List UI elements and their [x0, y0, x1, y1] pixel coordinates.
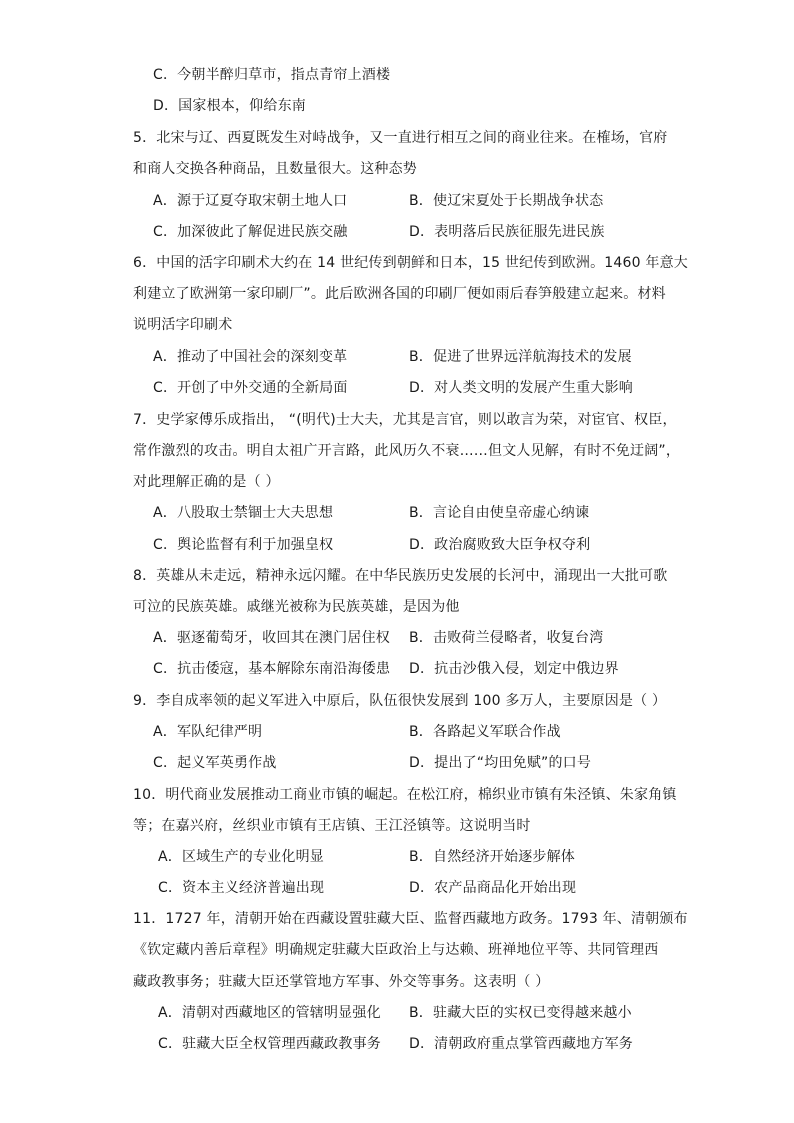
question-11-option-d: D．清朝政府重点掌管西藏地方军务: [409, 1036, 633, 1052]
question-6-stem-line-1: 6．中国的活字印刷术大约在 14 世纪传到朝鲜和日本，15 世纪传到欧洲。1460 年意大: [133, 255, 688, 271]
question-6-stem-line-3: 说明活字印刷术: [133, 317, 233, 333]
question-8-option-b: B．击败荷兰侵略者，收复台湾: [409, 630, 604, 646]
question-9-option-a: A．军队纪律严明: [153, 724, 263, 740]
question-10-option-a: A．区域生产的专业化明显: [158, 849, 324, 865]
question-10-option-b: B．自然经济开始逐步解体: [409, 849, 576, 865]
question-5-option-b: B．使辽宋夏处于长期战争状态: [409, 193, 604, 209]
question-6-option-a: A．推动了中国社会的深刻变革: [153, 349, 348, 365]
question-8-option-a: A．驱逐葡萄牙，收回其在澳门居住权: [153, 630, 390, 646]
question-9-stem-line-1: 9．李自成率领的起义军进入中原后，队伍很快发展到 100 多万人，主要原因是（ ）: [133, 693, 667, 709]
question-9-option-c: C．起义军英勇作战: [153, 755, 277, 771]
question-9-option-b: B．各路起义军联合作战: [409, 724, 561, 740]
question-10-option-d: D．农产品商品化开始出现: [409, 880, 577, 896]
question-5-stem-line-2: 和商人交换各种商品，且数量很大。这种态势: [133, 161, 417, 177]
question-7-option-d: D．政治腐败致大臣争权夺利: [409, 537, 591, 553]
question-11-option-a: A．清朝对西藏地区的管辖明显强化: [158, 1005, 381, 1021]
question-8-option-c: C．抗击倭寇，基本解除东南沿海倭患: [153, 661, 391, 677]
question-9-option-d: D．提出了“均田免赋”的口号: [409, 755, 592, 771]
question-11-stem-line-3: 藏政教事务；驻藏大臣还掌管地方军事、外交等事务。这表明（ ）: [133, 974, 550, 990]
question-6-option-b: B．促进了世界远洋航海技术的发展: [409, 349, 632, 365]
question-10-stem-line-1: 10．明代商业发展推动工商业市镇的崛起。在松江府，棉织业市镇有朱泾镇、朱家角镇: [133, 787, 677, 803]
question-11-stem-line-1: 11．1727 年，清朝开始在西藏设置驻藏大臣、监督西藏地方政务。1793 年、清朝颁布: [133, 911, 688, 927]
option-d-prev: D．国家根本，仰给东南: [153, 98, 306, 114]
question-11-option-c: C．驻藏大臣全权管理西藏政教事务: [158, 1036, 381, 1052]
question-5-option-a: A．源于辽夏夺取宋朝土地人口: [153, 193, 348, 209]
question-7-option-b: B．言论自由使皇帝虚心纳谏: [409, 505, 590, 521]
question-8-option-d: D．抗击沙俄入侵，划定中俄边界: [409, 661, 619, 677]
question-6-option-c: C．开创了中外交通的全新局面: [153, 380, 348, 396]
question-11-stem-line-2: 《钦定藏内善后章程》明确规定驻藏大臣政治上与达赖、班禅地位平等、共同管理西: [133, 942, 659, 958]
question-5-option-c: C．加深彼此了解促进民族交融: [153, 224, 348, 240]
question-8-stem-line-2: 可泣的民族英雄。戚继光被称为民族英雄，是因为他: [133, 599, 460, 615]
question-6-stem-line-2: 利建立了欧洲第一家印刷厂”。此后欧洲各国的印刷厂便如雨后春笋般建立起来。材料: [133, 286, 666, 302]
question-5-option-d: D．表明落后民族征服先进民族: [409, 224, 605, 240]
question-7-stem-line-3: 对此理解正确的是（ ）: [133, 474, 280, 490]
question-11-option-b: B．驻藏大臣的实权已变得越来越小: [409, 1005, 632, 1021]
question-10-option-c: C．资本主义经济普遍出现: [158, 880, 325, 896]
option-c-prev: C．今朝半醉归草市，指点青帘上酒楼: [153, 67, 391, 83]
question-7-option-a: A．八股取士禁锢士大夫思想: [153, 505, 334, 521]
question-6-option-d: D．对人类文明的发展产生重大影响: [409, 380, 633, 396]
question-7-stem-line-1: 7．史学家傅乐成指出， “(明代)士大夫，尤其是言官，则以敢言为荣，对宦官、权臣，: [133, 412, 677, 428]
question-10-stem-line-2: 等；在嘉兴府，丝织业市镇有王店镇、王江泾镇等。这说明当时: [133, 818, 531, 834]
question-8-stem-line-1: 8．英雄从未走远，精神永远闪耀。在中华民族历史发展的长河中，涌现出一大批可歌: [133, 568, 668, 584]
question-5-stem-line-1: 5．北宋与辽、西夏既发生对峙战争，又一直进行相互之间的商业往来。在榷场，官府: [133, 130, 668, 146]
question-7-option-c: C．舆论监督有利于加强皇权: [153, 537, 334, 553]
question-7-stem-line-2: 常作激烈的攻击。明自太祖广开言路，此风历久不衰……但文人见解，有时不免迂阔”，: [133, 443, 681, 459]
